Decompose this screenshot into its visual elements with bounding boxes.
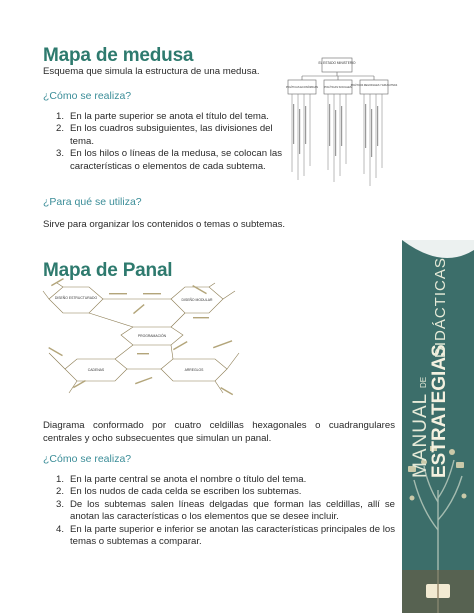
section1-purpose-text: Sirve para organizar los contenidos o temas o subtemas. (43, 219, 286, 230)
svg-text:POLÍTICAS REGIONALES Y EDUCATI: POLÍTICAS REGIONALES Y EDUCATIVAS (350, 84, 398, 87)
panal-cell-1: DISEÑO ESTRUCTURADO (54, 296, 98, 300)
list-item: 3. De los subtemas salen líneas delgadas que forman las celdillas, allí se anotan las características o los elementos que se desee incluir. (56, 498, 395, 523)
svg-text:POLÍTICAS ECONÓMICAS: POLÍTICAS ECONÓMICAS (286, 86, 318, 89)
section1-purpose-heading: ¿Para qué se utiliza? (43, 196, 142, 208)
jellyfish-diagram (282, 54, 398, 194)
banner-title (410, 257, 472, 478)
list-item: 2. En los cuadros subsiguientes, las divisiones del tema. (56, 123, 273, 147)
banner-title-line2: ESTRATEGIAS (429, 344, 450, 478)
banner-title-line3: DIDÁCTICAS (432, 257, 449, 358)
list-item: 4. En la parte superior e inferior se anotan las características principales de los temas o subtemas a comparar. (56, 523, 395, 548)
banner-title-line1-small: DE (419, 376, 428, 388)
section1-title: Mapa de medusa (43, 45, 194, 66)
panal-cell-3: CADENAS (87, 368, 105, 372)
list-item: 1. En la parte superior se anota el título del tema. (56, 111, 269, 122)
section1-steps (43, 111, 282, 173)
panal-center: PROGRAMACIÓN (137, 334, 167, 338)
jellyfish-box-3 (360, 80, 388, 94)
section1-description: Esquema que simula la estructura de una medusa. (43, 66, 260, 77)
panal-cell-4: ARREGLOS (184, 368, 204, 372)
jellyfish-top-box-label: EL ESTADO MINISTERIO (318, 61, 356, 65)
list-item: 2. En los nudos de cada celda se escriben los subtemas. (56, 486, 302, 498)
section2-title: Mapa de Panal (43, 260, 173, 281)
panal-diagram (43, 283, 243, 398)
section2-steps (43, 474, 395, 548)
section1-how-heading: ¿Cómo se realiza? (43, 90, 132, 102)
svg-text:POLÍTICAS SOCIALES: POLÍTICAS SOCIALES (324, 86, 352, 89)
jellyfish-tentacle-labels (293, 104, 378, 157)
panal-cell-2: DISEÑO MODULAR (181, 298, 213, 302)
list-item: 1. En la parte central se anota el nombre o título del tema. (56, 474, 307, 485)
section2-how-heading: ¿Cómo se realiza? (43, 453, 132, 465)
banner-title-line1: MANUAL (410, 392, 431, 478)
section2-description: Diagrama conformado por cuatro celdillas hexagonales o cuadrangulares centrales y ocho subsecuentes que simulan un panal. (43, 420, 395, 444)
book-icon (426, 584, 450, 598)
list-item: 3. En los hilos o líneas de la medusa, se colocan las características o elementos de cada subtema. (56, 148, 282, 172)
